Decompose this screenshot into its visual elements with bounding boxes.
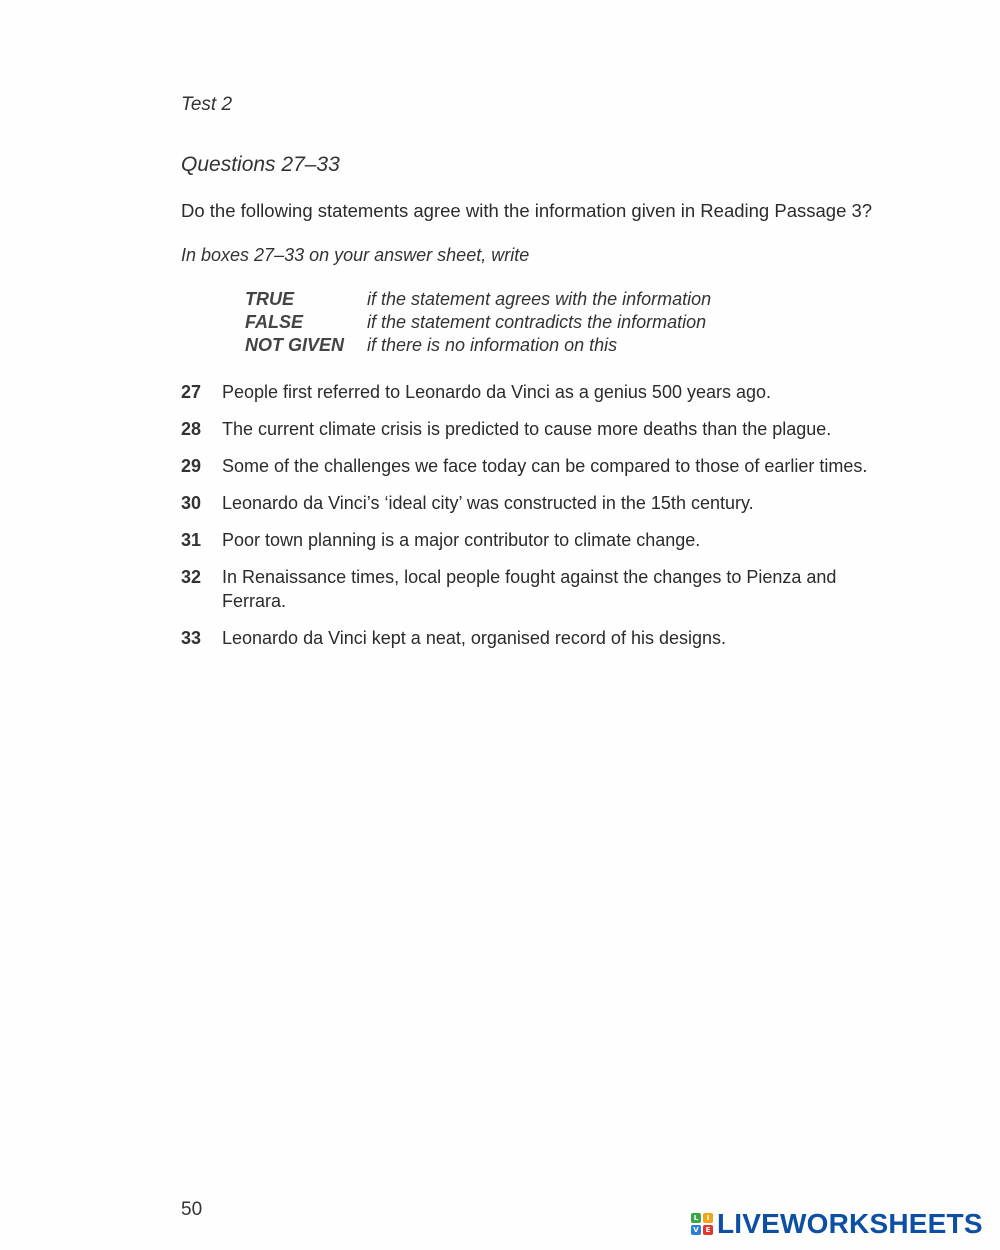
question-number: 32 (181, 567, 202, 587)
question-item (181, 417, 941, 441)
instruction-text: Do the following statements agree with the information given in Reading Passage 3? (181, 200, 873, 221)
liveworksheets-mark-icon (691, 1213, 713, 1235)
question-text: In Renaissance times, local people fought against the changes to Pienza and Ferrara. (222, 567, 837, 611)
answer-key-definition: if the statement agrees with the information (367, 289, 712, 309)
answer-key-term: NOT GIVEN (245, 335, 345, 355)
question-number: 30 (181, 493, 202, 513)
question-text: Leonardo da Vinci’s ‘ideal city’ was constructed in the 15th century. (222, 493, 754, 513)
brand-mark-letter: V (691, 1225, 701, 1235)
question-item (181, 491, 941, 515)
section-title: Questions 27–33 (181, 153, 340, 176)
question-number: 33 (181, 628, 202, 648)
answer-key-table (245, 289, 711, 358)
answer-key-row (245, 335, 711, 358)
question-text: Some of the challenges we face today can be compared to those of earlier times. (222, 456, 868, 476)
brand-wordmark: LIVEWORKSHEETS (717, 1208, 983, 1239)
running-head: Test 2 (181, 94, 233, 115)
question-text: The current climate crisis is predicted to cause more deaths than the plague. (222, 419, 832, 439)
answer-key-row (245, 312, 711, 335)
question-number: 31 (181, 530, 202, 550)
question-text: Poor town planning is a major contributor to climate change. (222, 530, 701, 550)
page-number: 50 (181, 1199, 203, 1220)
question-item (181, 380, 941, 404)
liveworksheets-logo (691, 1208, 983, 1240)
answer-key-definition: if the statement contradicts the information (367, 312, 707, 332)
answer-sheet-instruction: In boxes 27–33 on your answer sheet, write (181, 245, 530, 265)
question-text: Leonardo da Vinci kept a neat, organised record of his designs. (222, 628, 726, 648)
brand-mark-letter: L (691, 1213, 701, 1223)
answer-key-term: FALSE (245, 312, 304, 332)
brand-mark-letter: I (703, 1213, 713, 1223)
question-text: People first referred to Leonardo da Vinci as a genius 500 years ago. (222, 382, 772, 402)
brand-mark-letter: E (703, 1225, 713, 1235)
answer-key-definition: if there is no information on this (367, 335, 618, 355)
question-item (181, 454, 941, 478)
question-number: 28 (181, 419, 202, 439)
question-number: 29 (181, 456, 202, 476)
question-item (181, 565, 941, 613)
question-number: 27 (181, 382, 202, 402)
question-list (181, 380, 941, 663)
answer-key-row (245, 289, 711, 312)
question-item (181, 528, 941, 552)
question-item (181, 626, 941, 650)
answer-key-term: TRUE (245, 289, 294, 309)
